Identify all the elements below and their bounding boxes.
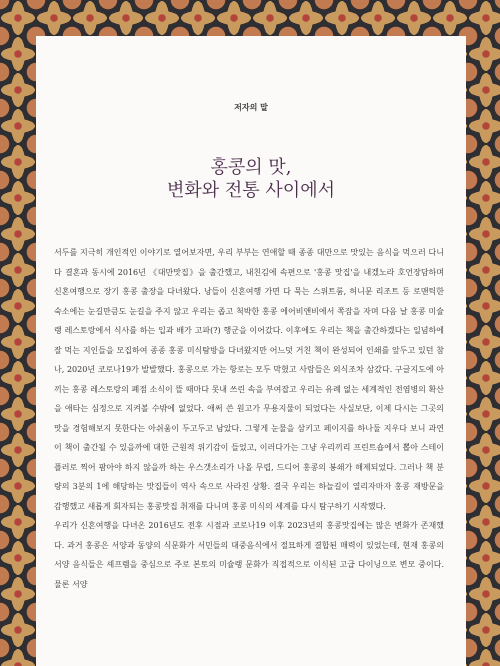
body-text	[54, 243, 444, 594]
paragraph: 우리가 신혼여행을 다녀온 2016년도 전후 시점과 코로나19 이후 2023년의 홍콩맛집에는 많은 변화가 존재했다. 과거 홍콩은 서양과 동양의 식문화가 서민들의 대중음식에서 절묘하게 결합된 매력이 있었는데, 현재 홍콩의 서양 음식들은 셰프렘을 중심으로 주로 본토의 미슐랭 문화가 직접적으로 이식된 고급 다이닝으로 변모 중이다. 물론 서양	[54, 521, 444, 589]
page-title	[36, 156, 466, 202]
book-page	[36, 36, 466, 666]
section-label: 저자의 말	[234, 103, 268, 112]
paragraph: 서두를 지극히 개인적인 이야기로 열어보자면, 우리 부부는 연애할 때 종종 대만으로 맛있는 음식을 먹으러 다니다 결혼과 동시에 2016년 《대만맛집》을 출간했고, 내친김에 속편으로 '홍콩 맛집'을 내겠노라 호언장담하며 신혼여행으로 장기 홍콩 출장을 다녀왔다. 낭들이 신혼여행 가면 다 묵는 스위트룸, 허니문 리조트 등 로맨틱한 숙소에는 눈길만큼도 눈길을 주지 않고 우리는 좁고 척박한 홍콩 에어비앤비에서 쪽잠을 자며 다음 날 홍콩 미슐랭 레스토랑에서 식사를 하는 입과 배가 고파(?) 행군을 이어갔다. 이후에도 우리는 책을 출간하겠다는 일념하에 잘 먹는 지인들을 모집하여 종종 홍콩 미식탐방을 다녀왔지만 어느덧 거친 책이 완성되어 인쇄를 앞두고 있던 참나, 2020년 코로나19가 발발했다. 홍콩으로 가는 항로는 모두 막혔고 사람들은 외식조차 삼갔다. 구글지도에 아끼는 홍콩 레스토랑의 폐점 소식이 뜰 때마다 못내 쓰린 속을 부여잡고 우리는 유례 없는 세계적인 전염병의 확산을 애타는 심정으로 지켜볼 수밖에 없었다. 애써 쓴 원고가 무용지물이 되었다는 사실보단, 이제 다시는 그곳의 맛을 경험해보지 못한다는 아쉬움이 두고두고 남았다. 그렇게 눈물을 삼키고 페이지를 하나둘 지우다 보니 과연 이 책이 출간될 수 있을까에 대한 근원적 위기감이 들었고, 이러다가는 그냥 우리끼리 프린트숍에서 뽑아 스테이플러로 찍어 팜아야 하지 않을까 하는 우스갯소리가 나올 무렵, 드디어 홍콩의 봉쇄가 해제되었다. 그러나 책 분량의 3분의 1에 해당하는 맛집들이 역사 속으로 사라진 상황. 결국 우리는 하늘길이 열리자마자 홍콩 재방문을 감행했고 새롭게 회자되는 홍콩맛집 취재를 다니며 홍콩 미식의 세계를 다시 탐구하기 시작했다.	[54, 248, 444, 511]
title-line-2: 변화와 전통 사이에서	[167, 180, 335, 201]
title-line-1: 홍콩의 맛,	[210, 157, 292, 178]
